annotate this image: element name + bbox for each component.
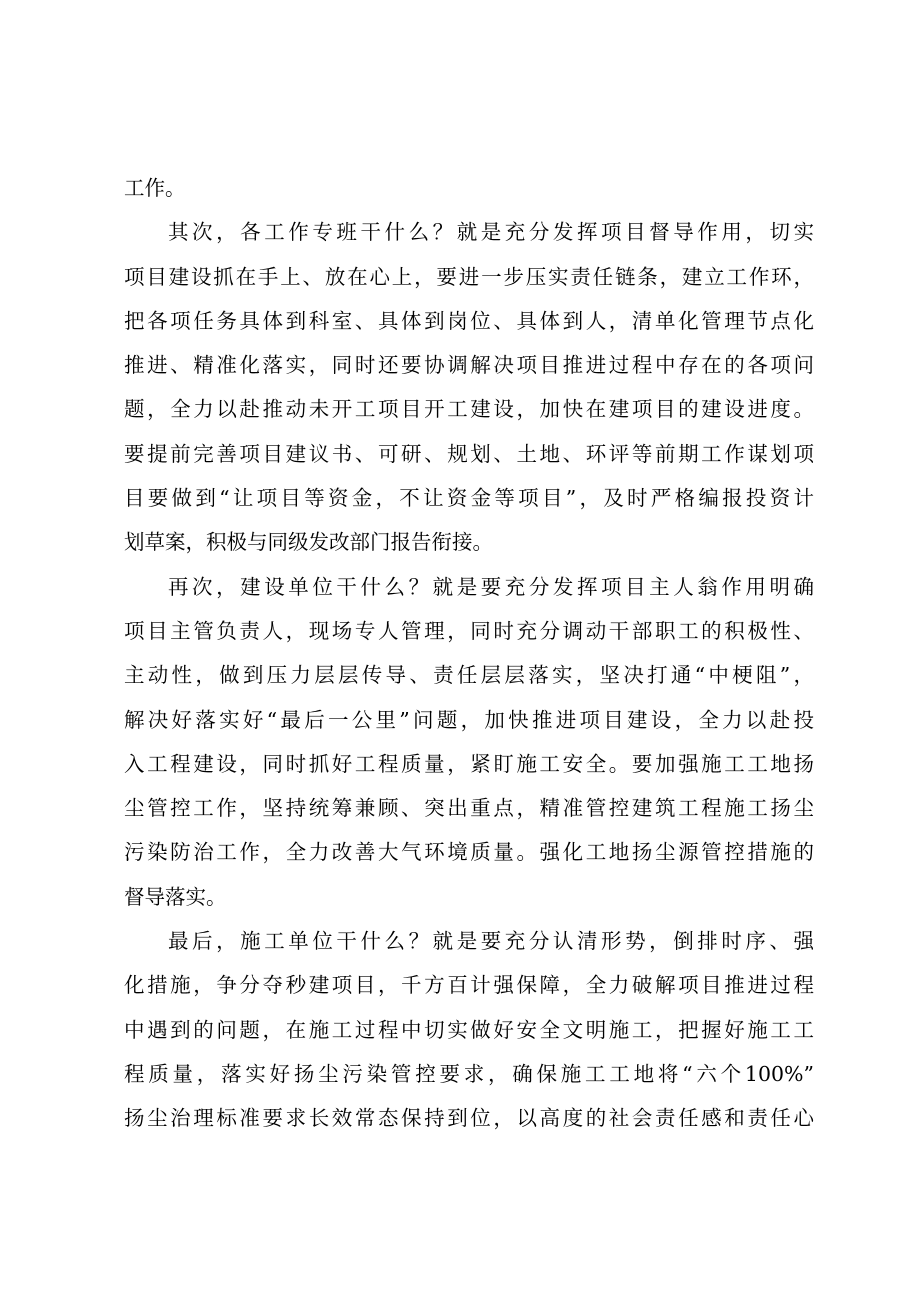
paragraph-line: 尘管控工作，坚持统筹兼顾、突出重点，精准管控建筑工程施工扬尘	[124, 796, 814, 821]
paragraph-line: 入工程建设，同时抓好工程质量，紧盯施工安全。要加强施工工地扬	[124, 751, 814, 776]
paragraph-line: 督导落实。	[124, 884, 227, 909]
paragraph-line: 污染防治工作，全力改善大气环境质量。强化工地扬尘源管控措施的	[124, 840, 814, 865]
paragraph-line: 化措施，争分夺秒建项目，千方百计强保障，全力破解项目推进过程	[124, 973, 814, 998]
paragraph-line: 最后，施工单位干什么？就是要充分认清形势，倒排时序、强	[168, 929, 814, 954]
paragraph-line: 中遇到的问题，在施工过程中切实做好安全文明施工，把握好施工工	[124, 1017, 814, 1042]
paragraph-line: 推进、精准化落实，同时还要协调解决项目推进过程中存在的各项问	[124, 353, 814, 378]
paragraph-line: 程质量，落实好扬尘污染管控要求，确保施工工地将“六个100%”	[124, 1061, 814, 1086]
paragraph-line: 把各项任务具体到科室、具体到岗位、具体到人，清单化管理节点化	[124, 308, 814, 333]
paragraph-line: 再次，建设单位干什么？就是要充分发挥项目主人翁作用明确	[168, 574, 814, 599]
paragraph-line: 要提前完善项目建议书、可研、规划、土地、环评等前期工作谋划项	[124, 441, 814, 466]
paragraph-line: 其次，各工作专班干什么？就是充分发挥项目督导作用，切实	[168, 220, 814, 245]
document-body	[124, 166, 814, 1141]
paragraph-line: 项目建设抓在手上、放在心上，要进一步压实责任链条，建立工作环，	[124, 264, 814, 289]
paragraph-line: 题，全力以赴推动未开工项目开工建设，加快在建项目的建设进度。	[124, 397, 814, 422]
paragraph-line: 扬尘治理标准要求长效常态保持到位，以高度的社会责任感和责任心	[124, 1106, 814, 1131]
paragraph-line: 工作。	[124, 176, 186, 200]
paragraph-line: 划草案，积极与同级发改部门报告衔接。	[124, 530, 493, 555]
paragraph-line: 解决好落实好“最后一公里”问题，加快推进项目建设，全力以赴投	[124, 707, 814, 732]
paragraph-line: 目要做到“让项目等资金，不让资金等项目”，及时严格编报投资计	[124, 486, 814, 511]
paragraph-line: 主动性，做到压力层层传导、责任层层落实，坚决打通“中梗阻”，	[124, 663, 814, 688]
paragraph-line: 项目主管负责人，现场专人管理，同时充分调动干部职工的积极性、	[124, 618, 814, 643]
